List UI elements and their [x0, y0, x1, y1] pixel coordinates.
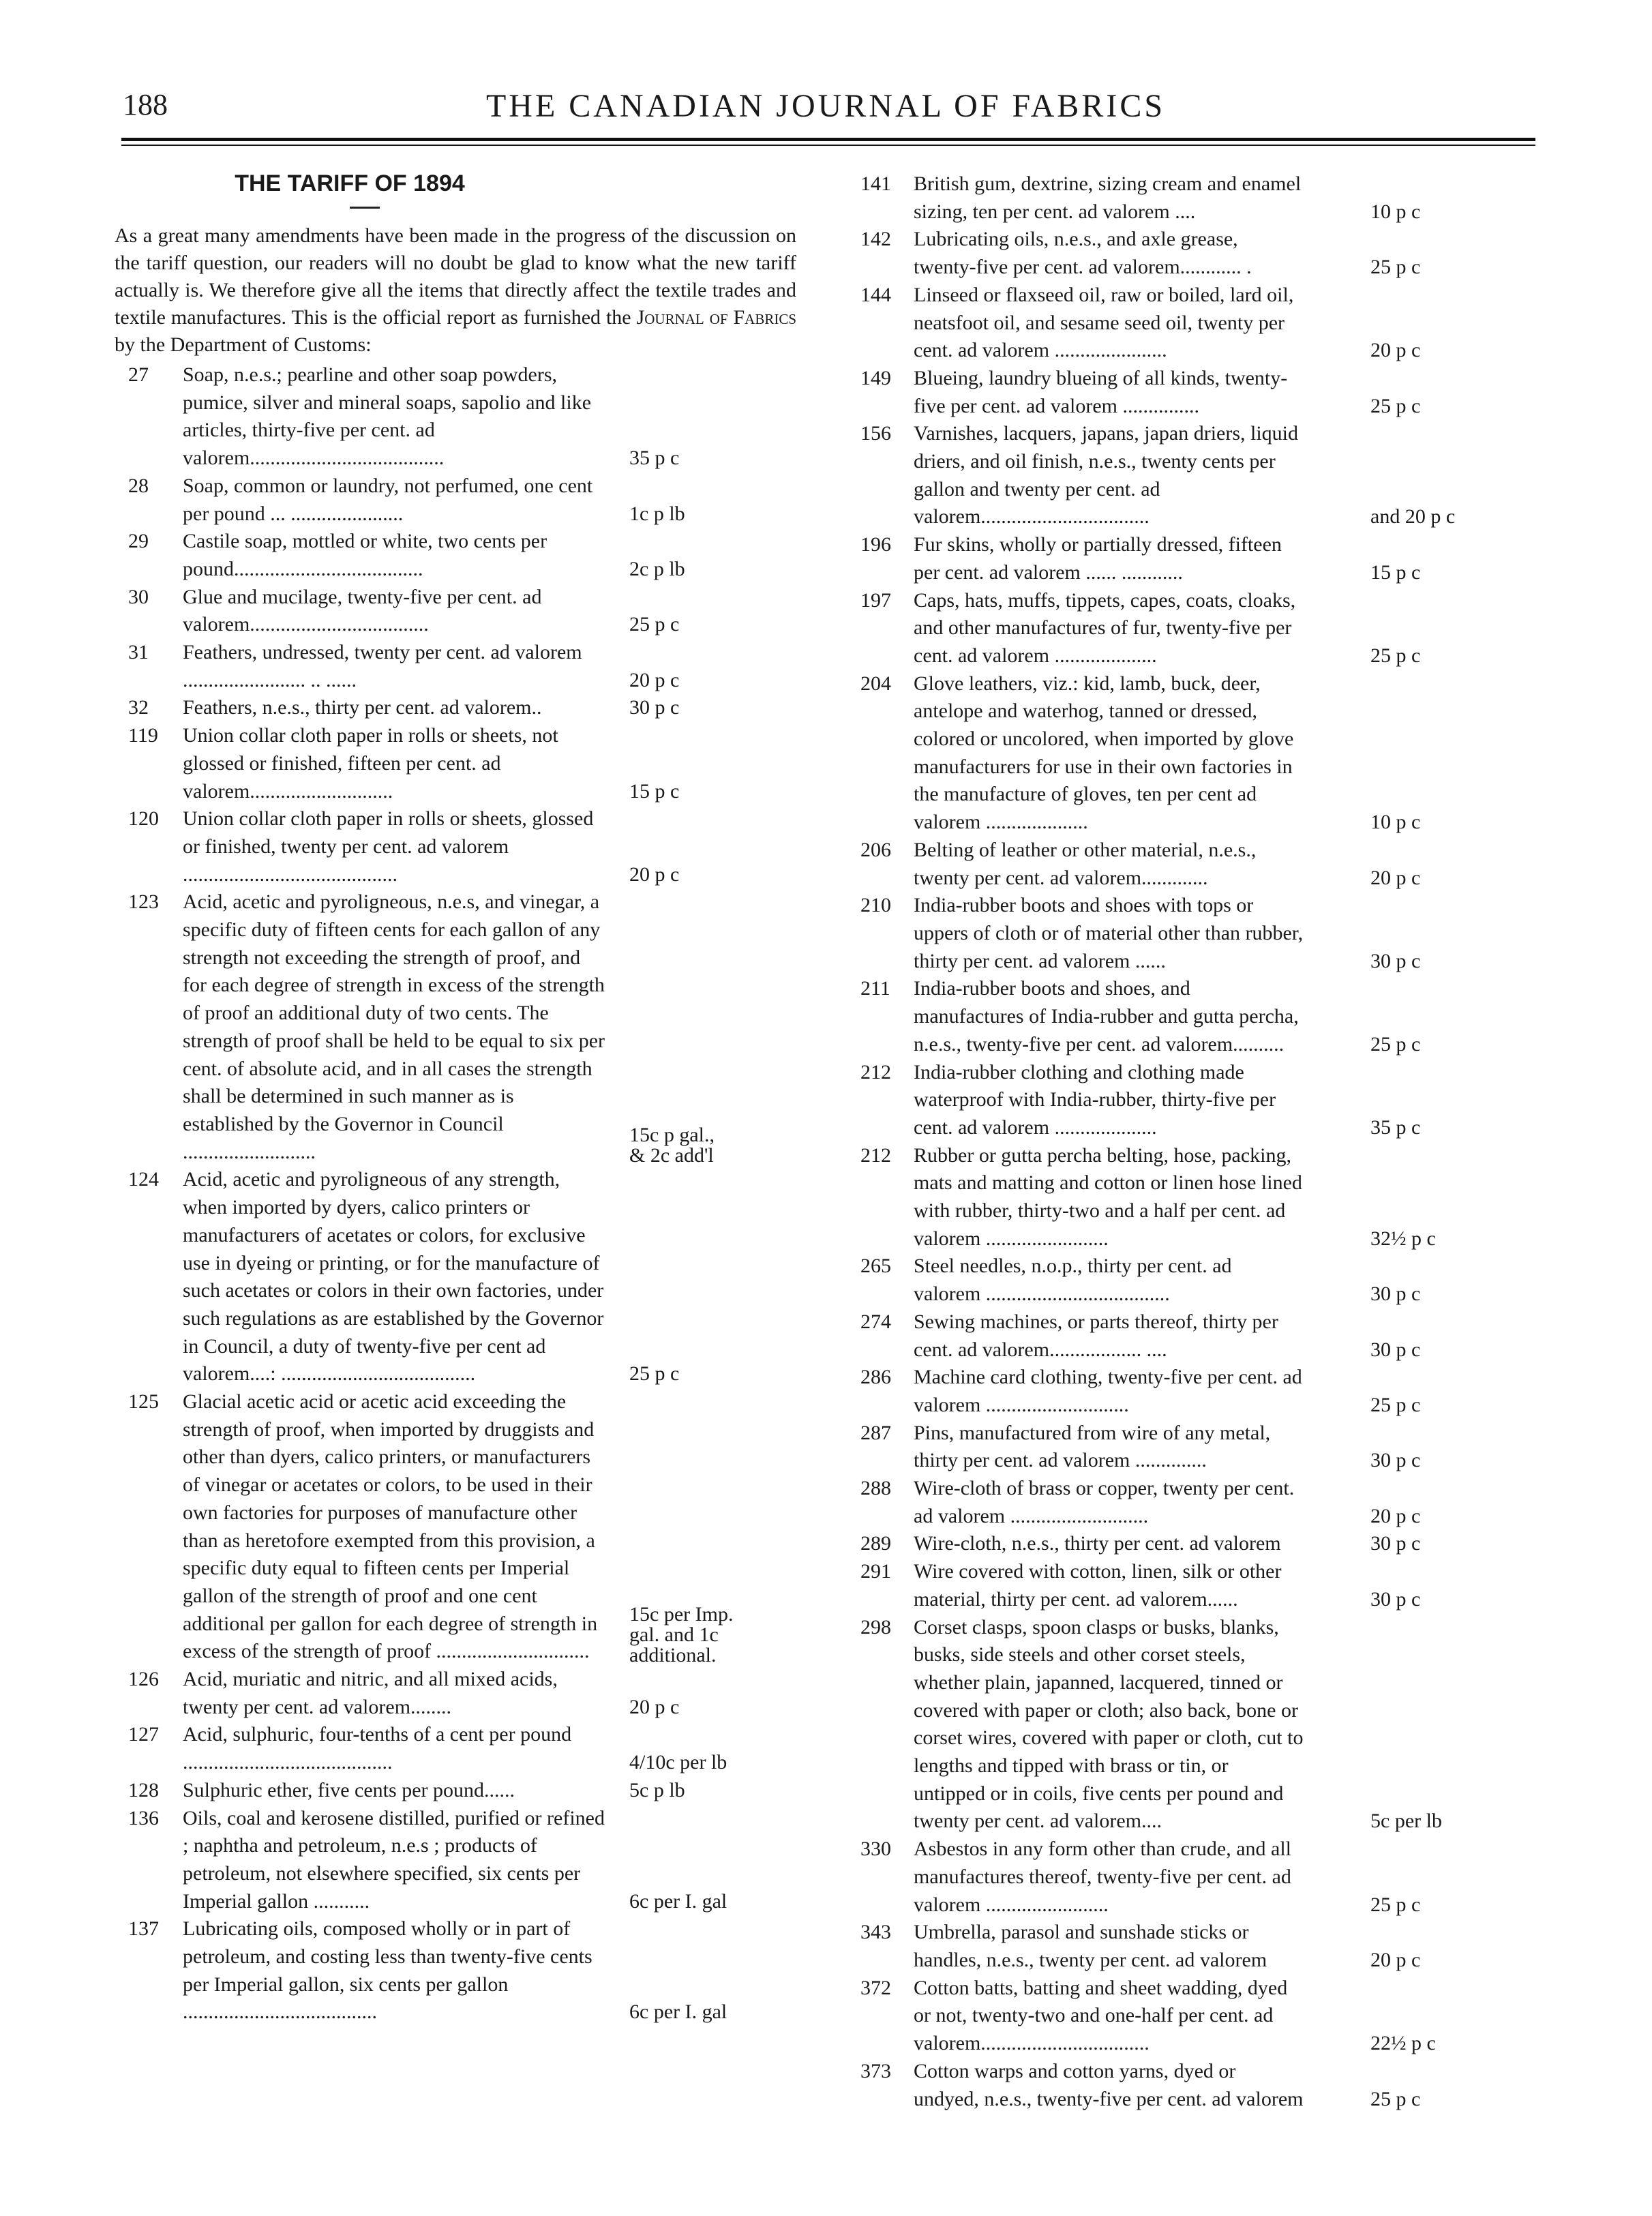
tariff-entry	[860, 1975, 1454, 2058]
tariff-rate: 30 p c	[1370, 949, 1421, 972]
tariff-rate: 6c per I. gal	[629, 1889, 727, 1913]
tariff-item-number: 32	[128, 696, 149, 719]
tariff-entry	[860, 1059, 1454, 1142]
tariff-entry	[860, 1475, 1454, 1530]
tariff-item-number: 197	[860, 588, 891, 612]
tariff-rate: 30 p c	[1370, 1449, 1421, 1472]
tariff-item-number: 286	[860, 1366, 891, 1389]
tariff-entry	[860, 1364, 1454, 1419]
right-column	[860, 170, 1454, 2113]
tariff-entry	[860, 1836, 1454, 1919]
tariff-item-number: 287	[860, 1421, 891, 1444]
tariff-item-number: 128	[128, 1778, 159, 1801]
tariff-rate: 20 p c	[629, 1695, 680, 1718]
tariff-rate	[629, 1604, 733, 1666]
tariff-item-number: 288	[860, 1477, 891, 1500]
tariff-rate: 15 p c	[629, 779, 680, 803]
tariff-item-number: 29	[128, 530, 149, 553]
tariff-item-number: 30	[128, 585, 149, 608]
tariff-item-description: Varnishes, lacquers, japans, japan driers, liquid driers, and oil finish, n.e.s., twenty cents per gallon and twenty per cent. ad valorem.................................	[914, 422, 1299, 528]
tariff-item-description: Union collar cloth paper in rolls or sheets, glossed or finished, twenty per cent. ad valorem ..........................................	[183, 807, 594, 886]
tariff-entry	[115, 1666, 732, 1721]
tariff-rate: 10 p c	[1370, 200, 1421, 223]
tariff-rate: 30 p c	[1370, 1338, 1421, 1361]
tariff-item-number: 120	[128, 807, 159, 830]
tariff-item-description: Sulphuric ether, five cents per pound......	[183, 1778, 515, 1801]
tariff-item-number: 343	[860, 1921, 891, 1944]
tariff-item-description: India-rubber boots and shoes with tops or uppers of cloth or of material other than rubber, thirty per cent. ad valorem ......	[914, 894, 1304, 972]
tariff-item-description: Fur skins, wholly or partially dressed, fifteen per cent. ad valorem ...... ............	[914, 533, 1282, 584]
tariff-entry	[860, 170, 1454, 226]
tariff-item-number: 27	[128, 363, 149, 386]
tariff-item-description: Glove leathers, viz.: kid, lamb, buck, deer, antelope and waterhog, tanned or dressed, colored or uncolored, when imported by glove manufacturers for use in their own factories in the manufacture of gloves, ten per cent ad valorem ....................	[914, 672, 1294, 834]
tariff-entry	[115, 1915, 732, 2026]
tariff-item-description: Glue and mucilage, twenty-five per cent. ad valorem...................................	[183, 585, 542, 636]
tariff-item-number: 204	[860, 672, 891, 695]
header-rule-thin	[121, 145, 1535, 146]
tariff-item-description: Belting of leather or other material, n.e.s., twenty per cent. ad valorem.............	[914, 838, 1257, 889]
tariff-rate: 25 p c	[1370, 1032, 1421, 1055]
tariff-item-description: Feathers, n.e.s., thirty per cent. ad valorem..	[183, 696, 542, 719]
tariff-entry	[115, 805, 732, 888]
tariff-entry	[860, 837, 1454, 892]
tariff-item-description: Umbrella, parasol and sunshade sticks or handles, n.e.s., twenty per cent. ad valorem	[914, 1921, 1267, 1971]
tariff-item-number: 136	[128, 1806, 159, 1829]
tariff-item-number: 137	[128, 1917, 159, 1941]
tariff-rate: 10 p c	[1370, 811, 1421, 834]
tariff-item-number: 291	[860, 1560, 891, 1583]
tariff-rate-line: additional.	[629, 1644, 717, 1667]
tariff-entry	[860, 1530, 1454, 1558]
left-column	[115, 170, 797, 2026]
tariff-rate: 6c per I. gal	[629, 2001, 727, 2024]
tariff-item-description: Union collar cloth paper in rolls or sheets, not glossed or finished, fifteen per cent. ad valorem............................	[183, 724, 558, 803]
tariff-rate	[629, 1125, 715, 1166]
tariff-item-number: 141	[860, 173, 891, 195]
intro-text-1: As a great many amendments have been made in the progress of the discussion on the tariff question, our readers will no doubt be glad to know what the new tariff actually is. We therefore give all the items that directly affect the textile trades and textile manufactures. This is the official report as furnished the	[115, 224, 796, 329]
tariff-rate: and 20 p c	[1370, 505, 1456, 528]
tariff-item-description: Linseed or flaxseed oil, raw or boiled, lard oil, neatsfoot oil, and sesame seed oil, twenty per cent. ad valorem ......................	[914, 283, 1294, 362]
tariff-item-description: Wire-cloth, n.e.s., thirty per cent. ad valorem	[914, 1532, 1281, 1555]
tariff-entry	[860, 670, 1454, 837]
tariff-entry	[115, 473, 732, 528]
title-dash	[350, 207, 380, 209]
intro-journal-name: Journal of Fabrics	[636, 306, 797, 329]
tariff-item-description: Oils, coal and kerosene distilled, purified or refined ; naphtha and petroleum, n.e.s ; products of petroleum, not elsewhere specified, six cents per Imperial gallon ...........	[183, 1806, 605, 1913]
tariff-entry	[115, 694, 732, 722]
tariff-rate-line: & 2c add'l	[629, 1144, 714, 1167]
tariff-item-description: Corset clasps, spoon clasps or busks, blanks, busks, side steels and other corset steels, whether plain, japanned, lacquered, tinned or covered with paper or cloth; also back, bone or corset wires, covered with paper or cloth, cut to lengths and tipped with brass or tin, or untipped or in coils, five cents per pound and twenty per cent. ad valorem....	[914, 1615, 1304, 1833]
tariff-rate: 20 p c	[1370, 1504, 1421, 1527]
tariff-rate-line: 15c p gal.,	[629, 1124, 715, 1147]
tariff-rate: 25 p c	[1370, 2087, 1421, 2110]
tariff-entry	[860, 282, 1454, 365]
tariff-item-number: 28	[128, 474, 149, 497]
tariff-item-number: 119	[128, 724, 158, 747]
tariff-rate: 35 p c	[1370, 1116, 1421, 1139]
tariff-item-number: 211	[860, 977, 890, 1000]
tariff-entry	[860, 1142, 1454, 1253]
tariff-entry	[860, 1614, 1454, 1836]
tariff-item-number: 144	[860, 283, 891, 306]
tariff-rate: 15 p c	[1370, 560, 1421, 584]
tariff-entry	[115, 528, 732, 583]
tariff-entry	[860, 226, 1454, 281]
tariff-rate: 5c per lb	[1370, 1810, 1442, 1833]
tariff-entry	[115, 722, 732, 805]
tariff-item-description: Rubber or gutta percha belting, hose, packing, mats and matting and cotton or linen hose lined with rubber, thirty-two and a half per cent. ad valorem ........................	[914, 1143, 1302, 1250]
tariff-rate: 25 p c	[1370, 1893, 1421, 1916]
tariff-item-description: India-rubber clothing and clothing made waterproof with India-rubber, thirty-five per cent. ad valorem ....................	[914, 1060, 1276, 1139]
tariff-entry	[860, 2058, 1454, 2113]
tariff-item-number: 31	[128, 641, 149, 664]
tariff-rate: 4/10c per lb	[629, 1751, 727, 1774]
tariff-item-description: Acid, acetic and pyroligneous, n.e.s, and vinegar, a specific duty of fifteen cents for each gallon of any strength not exceeding the strength of proof, and for each degree of strength in excess of the strength of proof an additional duty of two cents. The strength of proof shall be held to be equal to six per cent. of absolute acid, and in all cases the strength shall be determined in such manner as is established by the Governor in Council ..........................	[183, 890, 605, 1163]
tariff-item-description: Soap, n.e.s.; pearline and other soap powders, pumice, silver and mineral soaps, sapolio and like articles, thirty-five per cent. ad valorem......................................	[183, 363, 592, 470]
tariff-item-description: British gum, dextrine, sizing cream and enamel sizing, ten per cent. ad valorem ....	[914, 173, 1302, 223]
tariff-rate: 25 p c	[629, 1362, 680, 1386]
tariff-item-number: 123	[128, 890, 159, 914]
tariff-item-description: Lubricating oils, n.e.s., and axle grease, twenty-five per cent. ad valorem............ .	[914, 228, 1252, 279]
tariff-entry	[860, 365, 1454, 420]
tariff-item-number: 373	[860, 2059, 891, 2082]
tariff-item-number: 289	[860, 1532, 891, 1555]
tariff-rate: 20 p c	[1370, 1949, 1421, 1971]
tariff-item-description: Wire-cloth of brass or copper, twenty per cent. ad valorem ...........................	[914, 1477, 1295, 1527]
tariff-rate: 25 p c	[629, 613, 680, 636]
tariff-item-description: Pins, manufactured from wire of any metal, thirty per cent. ad valorem ..............	[914, 1421, 1271, 1472]
tariff-item-number: 212	[860, 1060, 891, 1083]
tariff-item-number: 127	[128, 1723, 159, 1746]
tariff-entry	[860, 1558, 1454, 1613]
tariff-item-number: 212	[860, 1143, 891, 1167]
tariff-item-number: 206	[860, 838, 891, 861]
tariff-rate: 25 p c	[1370, 1393, 1421, 1416]
tariff-item-description: Feathers, undressed, twenty per cent. ad valorem ........................ .. ......	[183, 641, 582, 691]
tariff-item-description: Acid, acetic and pyroligneous of any strength, when imported by dyers, calico printers or manufacturers of acetates or colors, for exclusive use in dyeing or printing, or for the manufacture of such acetates or colors in their own factories, under such regulations as are established by the Governor in Council, a duty of twenty-five per cent ad valorem....: ......................................	[183, 1168, 604, 1386]
tariff-item-number: 124	[128, 1168, 159, 1191]
tariff-entry	[115, 361, 732, 473]
tariff-item-description: India-rubber boots and shoes, and manufactures of India-rubber and gutta percha, n.e.s., twenty-five per cent. ad valorem..........	[914, 977, 1299, 1055]
tariff-entry	[115, 1805, 732, 1916]
tariff-item-description: Machine card clothing, twenty-five per cent. ad valorem ............................	[914, 1366, 1302, 1416]
tariff-entry	[860, 975, 1454, 1058]
tariff-entry	[115, 888, 732, 1166]
tariff-rate: 20 p c	[1370, 339, 1421, 362]
page-number: 188	[123, 88, 168, 121]
tariff-item-description: Blueing, laundry blueing of all kinds, twenty-five per cent. ad valorem ...............	[914, 366, 1288, 417]
tariff-item-description: Asbestos in any form other than crude, and all manufactures thereof, twenty-five per cent. ad valorem ........................	[914, 1838, 1292, 1916]
tariff-entry	[115, 1166, 732, 1388]
tariff-rate-line: 15c per Imp.	[629, 1603, 734, 1626]
tariff-rate: 32½ p c	[1370, 1227, 1436, 1250]
tariff-item-description: Glacial acetic acid or acetic acid exceeding the strength of proof, when imported by druggists and other than dyers, calico printers, or manufacturers of vinegar or acetates or colors, to be used in their own factories for purposes of manufacture other than as heretofore exempted from this provision, a specific duty equal to fifteen cents per Imperial gallon of the strength of proof and one cent additional per gallon for each degree of strength in excess of the strength of proof ..............................	[183, 1390, 598, 1663]
tariff-item-description: Steel needles, n.o.p., thirty per cent. ad valorem ....................................	[914, 1255, 1232, 1306]
article-title: THE TARIFF OF 1894	[235, 170, 465, 196]
tariff-item-number: 125	[128, 1390, 159, 1413]
tariff-item-number: 274	[860, 1310, 891, 1333]
tariff-entry	[860, 420, 1454, 531]
tariff-item-number: 210	[860, 894, 891, 917]
tariff-item-description: Cotton warps and cotton yarns, dyed or undyed, n.e.s., twenty-five per cent. ad valorem	[914, 2059, 1304, 2110]
tariff-entry	[860, 587, 1454, 670]
tariff-entry	[860, 1919, 1454, 1974]
tariff-rate: 30 p c	[1370, 1587, 1421, 1611]
tariff-rate: 1c p lb	[629, 502, 685, 525]
tariff-rate: 20 p c	[1370, 866, 1421, 889]
intro-text-2: by the Department of Customs:	[115, 333, 372, 356]
tariff-item-description: Sewing machines, or parts thereof, thirty per cent. ad valorem.................. ....	[914, 1310, 1278, 1361]
tariff-item-number: 126	[128, 1668, 159, 1691]
tariff-item-description: Lubricating oils, composed wholly or in part of petroleum, and costing less than twenty-five cents per Imperial gallon, six cents per gallon ......................................	[183, 1917, 592, 2024]
tariff-item-description: Acid, sulphuric, four-tenths of a cent per pound .........................................	[183, 1723, 572, 1774]
tariff-item-description: Soap, common or laundry, not perfumed, one cent per pound ... ......................	[183, 474, 593, 525]
journal-title: THE CANADIAN JOURNAL OF FABRICS	[485, 88, 1166, 124]
tariff-rate: 5c p lb	[629, 1778, 685, 1801]
tariff-item-number: 156	[860, 422, 891, 445]
tariff-entry	[115, 1721, 732, 1776]
right-tariff-list	[860, 170, 1454, 2113]
page-header	[116, 87, 1535, 128]
tariff-item-description: Cotton batts, batting and sheet wadding, dyed or not, twenty-two and one-half per cent. ad valorem.................................	[914, 1976, 1288, 2055]
tariff-item-number: 298	[860, 1615, 891, 1638]
tariff-rate: 25 p c	[1370, 394, 1421, 417]
tariff-rate: 25 p c	[1370, 256, 1421, 279]
tariff-item-number: 330	[860, 1838, 891, 1861]
tariff-entry	[860, 1420, 1454, 1475]
tariff-item-number: 196	[860, 533, 891, 556]
tariff-rate: 25 p c	[1370, 644, 1421, 667]
tariff-rate-line: gal. and 1c	[629, 1623, 719, 1647]
tariff-entry	[860, 1253, 1454, 1308]
tariff-rate: 22½ p c	[1370, 2032, 1436, 2055]
tariff-item-number: 372	[860, 1976, 891, 1999]
article-intro	[115, 222, 796, 359]
tariff-rate: 20 p c	[629, 863, 680, 886]
tariff-entry	[115, 584, 732, 639]
tariff-item-number: 142	[860, 228, 891, 251]
tariff-entry	[860, 892, 1454, 975]
tariff-entry	[115, 639, 732, 694]
tariff-rate: 2c p lb	[629, 557, 685, 580]
tariff-entry	[860, 1308, 1454, 1364]
tariff-item-description: Caps, hats, muffs, tippets, capes, coats, cloaks, and other manufactures of fur, twenty-five per cent. ad valorem ....................	[914, 588, 1296, 667]
tariff-item-description: Wire covered with cotton, linen, silk or other material, thirty per cent. ad valorem......	[914, 1560, 1282, 1611]
tariff-rate: 35 p c	[629, 447, 680, 470]
tariff-rate: 30 p c	[1370, 1283, 1421, 1306]
tariff-item-description: Castile soap, mottled or white, two cents per pound.....................................	[183, 530, 547, 580]
tariff-item-description: Acid, muriatic and nitric, and all mixed acids, twenty per cent. ad valorem........	[183, 1668, 558, 1718]
tariff-rate: 30 p c	[629, 696, 680, 719]
header-rule-thick	[121, 138, 1535, 141]
tariff-rate: 20 p c	[629, 668, 680, 691]
tariff-item-number: 265	[860, 1255, 891, 1278]
tariff-rate: 30 p c	[1370, 1532, 1421, 1555]
tariff-entry	[115, 1777, 732, 1805]
tariff-item-number: 149	[860, 366, 891, 389]
tariff-entry	[115, 1388, 732, 1666]
tariff-entry	[860, 531, 1454, 586]
left-tariff-list	[115, 361, 742, 2026]
